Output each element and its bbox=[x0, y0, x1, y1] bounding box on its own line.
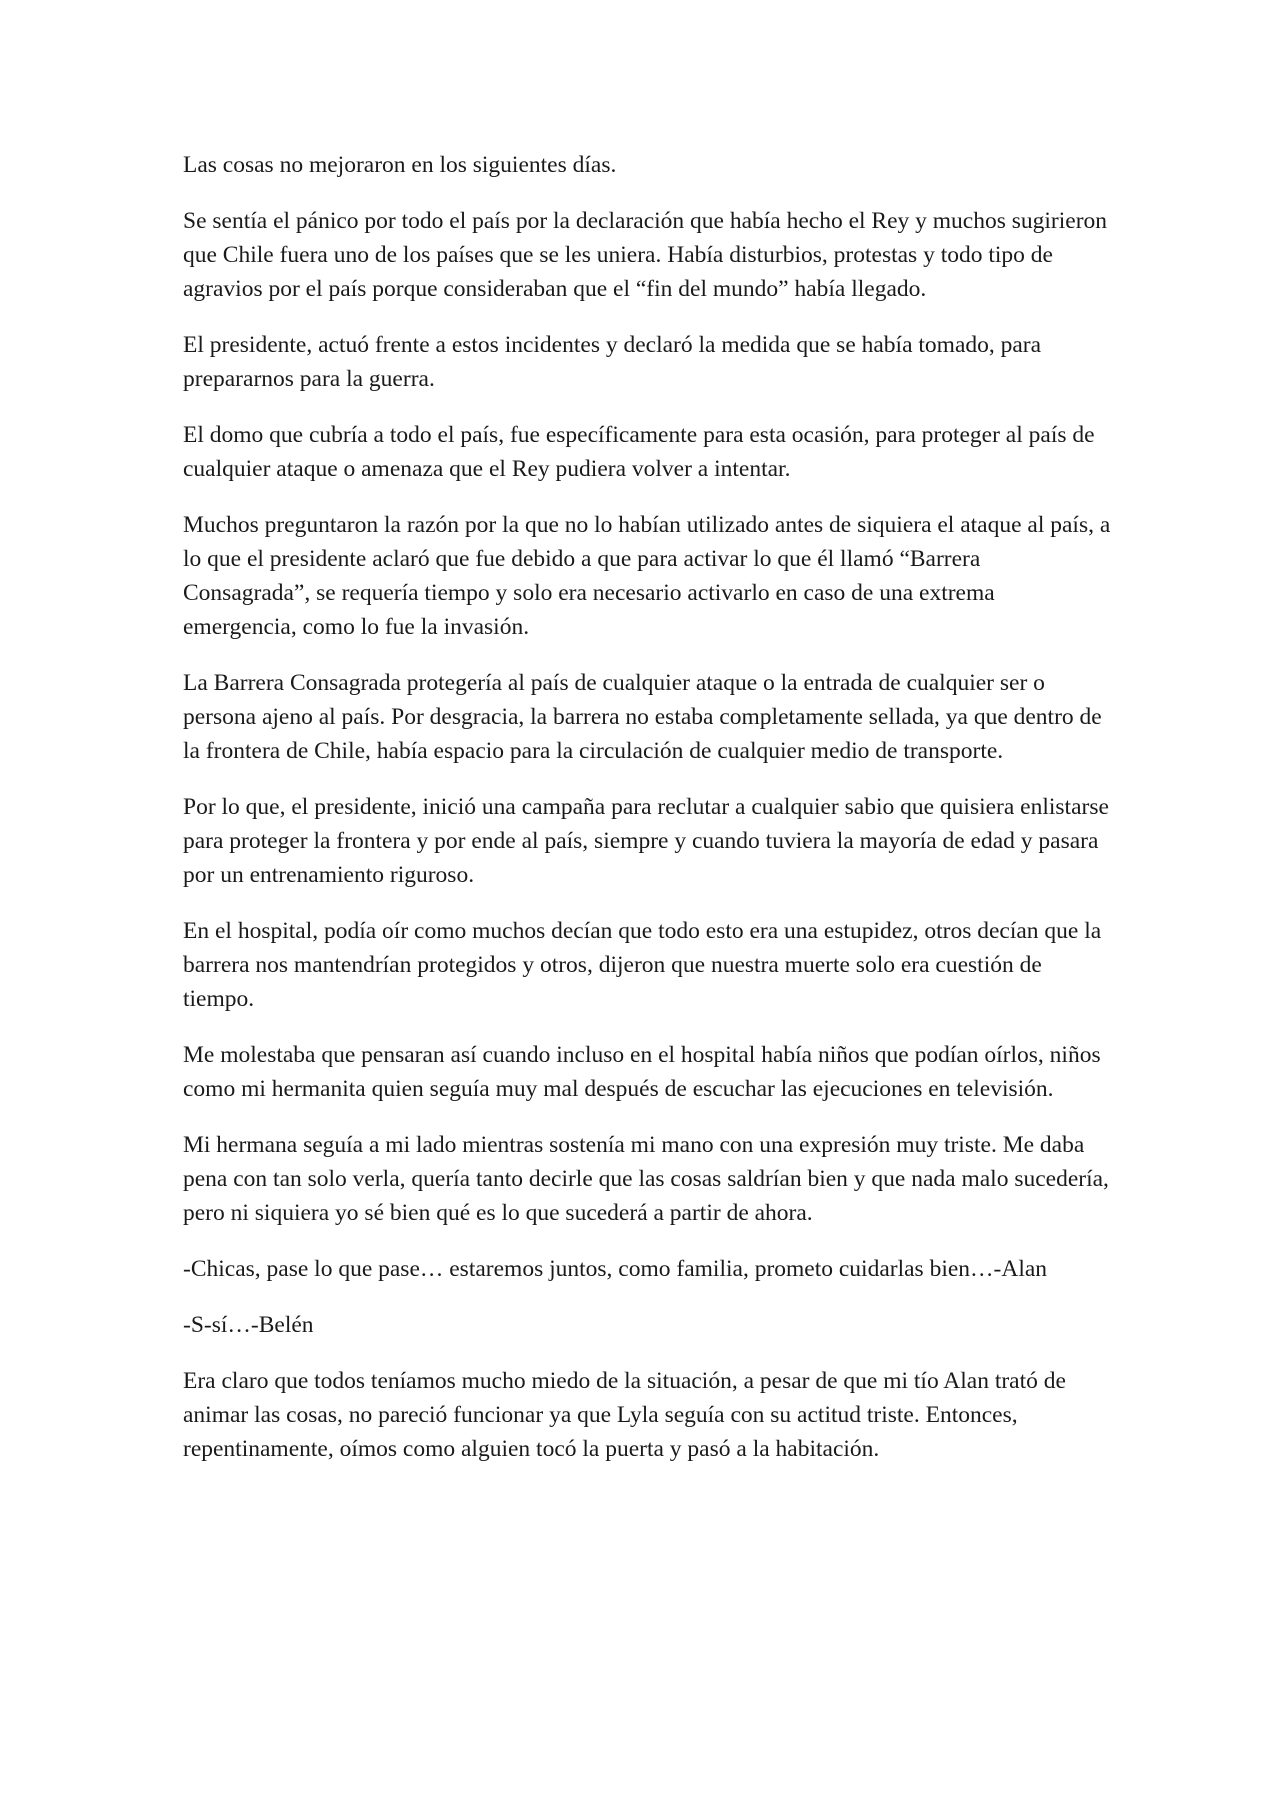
dialogue-line: -S-sí…-Belén bbox=[183, 1312, 314, 1338]
paragraph: El presidente, actuó frente a estos incidentes y declaró la medida que se había tomado, para prepararnos para la guerra. bbox=[183, 332, 1042, 392]
paragraph: En el hospital, podía oír como muchos decían que todo esto era una estupidez, otros decían que la barrera nos mantendrían protegidos y otros, dijeron que nuestra muerte solo era cuestión de tiempo. bbox=[183, 918, 1102, 1012]
paragraph: Por lo que, el presidente, inició una campaña para reclutar a cualquier sabio que quisiera enlistarse para proteger la frontera y por ende al país, siempre y cuando tuviera la mayoría de edad y pasara por un entrenamiento riguroso. bbox=[183, 794, 1109, 888]
paragraph: Era claro que todos teníamos mucho miedo de la situación, a pesar de que mi tío Alan trató de animar las cosas, no pareció funcionar ya que Lyla seguía con su actitud triste. Entonces, repentinamente, oímos como alguien tocó la puerta y pasó a la habitación. bbox=[183, 1368, 1066, 1462]
paragraph: Me molestaba que pensaran así cuando incluso en el hospital había niños que podían oírlos, niños como mi hermanita quien seguía muy mal después de escuchar las ejecuciones en televisión. bbox=[183, 1042, 1101, 1102]
paragraph: Mi hermana seguía a mi lado mientras sostenía mi mano con una expresión muy triste. Me daba pena con tan solo verla, quería tanto decirle que las cosas saldrían bien y que nada malo sucedería, pero ni siquiera yo sé bien qué es lo que sucederá a partir de ahora. bbox=[183, 1132, 1109, 1226]
paragraph: Las cosas no mejoraron en los siguientes días. bbox=[183, 152, 617, 178]
document-body bbox=[183, 148, 1113, 1488]
paragraph: Se sentía el pánico por todo el país por la declaración que había hecho el Rey y muchos sugirieron que Chile fuera uno de los países que se les uniera. Había disturbios, protestas y todo tipo de agravios por el país porque consideraban que el “fin del mundo” había llegado. bbox=[183, 208, 1108, 302]
paragraph: El domo que cubría a todo el país, fue específicamente para esta ocasión, para proteger al país de cualquier ataque o amenaza que el Rey pudiera volver a intentar. bbox=[183, 422, 1095, 482]
paragraph: La Barrera Consagrada protegería al país de cualquier ataque o la entrada de cualquier ser o persona ajeno al país. Por desgracia, la barrera no estaba completamente sellada, ya que dentro de la frontera de Chile, había espacio para la circulación de cualquier medio de transporte. bbox=[183, 670, 1102, 764]
dialogue-line: -Chicas, pase lo que pase… estaremos juntos, como familia, prometo cuidarlas bien…-Alan bbox=[183, 1256, 1048, 1282]
paragraph: Muchos preguntaron la razón por la que no lo habían utilizado antes de siquiera el ataque al país, a lo que el presidente aclaró que fue debido a que para activar lo que él llamó “Barrera Consagrada”, se requería tiempo y solo era necesario activarlo en caso de una extrema emergencia, como lo fue la invasión. bbox=[183, 512, 1111, 640]
